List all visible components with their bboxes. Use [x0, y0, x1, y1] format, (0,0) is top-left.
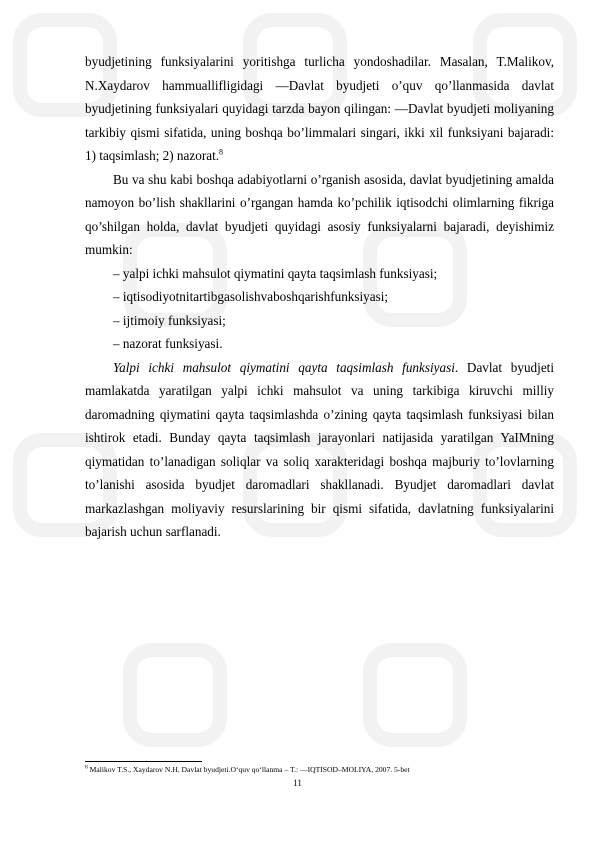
- paragraph-1-text: byudjetining funksiyalarini yoritishga turlicha yondoshadilar. Masalan, T.Malikov, N.Xaydarov hammuallifligidagi —Davlat byudjeti o’quv qo’llanmasida davlat byudjetining funksiyalari quyidagi tarzda bayon qilingan: —Davlat byudjeti moliyaning tarkibiy qismi sifatida, uning boshqa bo’limmalari singari, ikki xil funksiyani bajaradi: 1) taqsimlash; 2) nazorat.: [85, 54, 554, 163]
- document-body: [85, 50, 554, 544]
- paragraph-3-text: . Davlat byudjeti mamlakatda yaratilgan yalpi ichki mahsulot va uning tarkibiga kiruvchi milliy daromadning qiymatini qayta taqsimlashda o’zining qayta taqsimlash funksiyasi bilan ishtirok etadi. Bunday qayta taqsimlash jarayonlari natijasida yaratilgan YaIMning qiymatidan to’lanadigan soliqlar va soliq xarakteridagi boshqa majburiy to’lovlarning to’lanishi asosida byudjet daromadlari shakllanadi. Byudjet daromadlari davlat markazlashgan moliyaviy resurslarining bir qismi sifatida, davlatning funksiyalarini bajarish uchun sarflanadi.: [85, 359, 554, 539]
- footnote: [85, 765, 554, 775]
- list-item: – ijtimoiy funksiyasi;: [113, 312, 226, 328]
- footnote-text: Malikov T.S., Xaydarov N.H. Davlat byudjeti.O‘quv qo‘llanma – T.: —IQTISOD–MOLIYA, 2007. 5-bet: [87, 765, 410, 774]
- paragraph-2: Bu va shu kabi boshqa adabiyotlarni o’rganish asosida, davlat byudjetining amalda namoyon bo’lish shakllarini o’rgangan hamda ko’pchilik iqtisodchi olimlarning fikriga qo’shilgan holda, davlat byudjeti quyidagi asosiy funksiyalarni bajaradi, deyishimiz mumkin:: [85, 171, 554, 257]
- footnote-number: 8: [85, 764, 88, 771]
- paragraph-1: [85, 50, 554, 168]
- paragraph-3-italic-heading: Yalpi ichki mahsulot qiymatini qayta taqsimlash funksiyasi: [113, 359, 455, 375]
- list-item: – yalpi ichki mahsulot qiymatini qayta taqsimlash funksiyasi;: [113, 265, 438, 281]
- paragraph-3: [85, 356, 554, 544]
- footnote-divider: [85, 761, 202, 762]
- footnote-reference: 8: [219, 147, 224, 157]
- list-item: – nazorat funksiyasi.: [113, 336, 223, 351]
- page-number: 11: [293, 778, 302, 788]
- list-item: – iqtisodiyotnitartibgasolishvaboshqarishfunksiyasi;: [113, 289, 389, 304]
